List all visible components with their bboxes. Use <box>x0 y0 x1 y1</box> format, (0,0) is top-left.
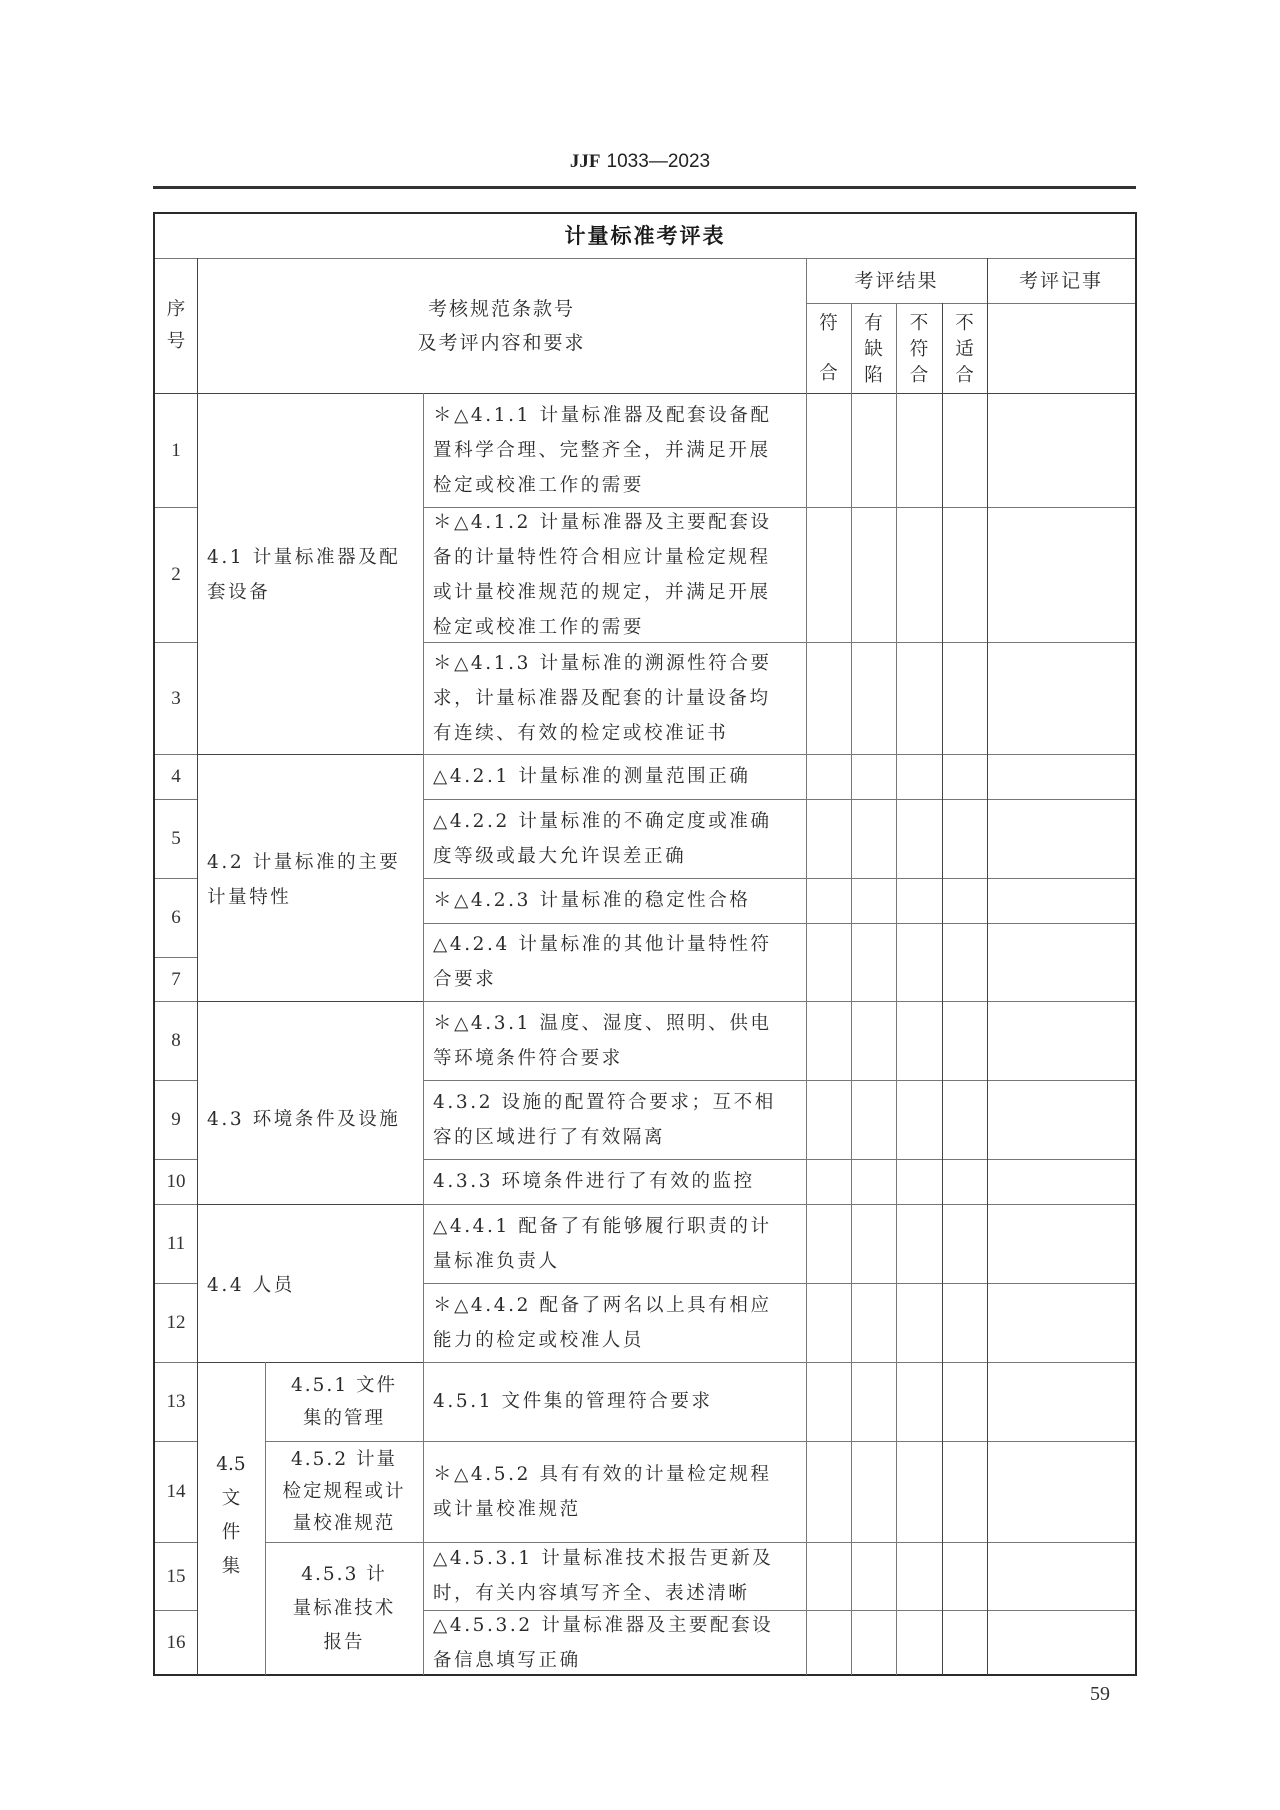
row-number: 1 <box>171 439 181 461</box>
result-fail-cell[interactable] <box>896 1159 942 1204</box>
criterion-line: ＊△4.1.3 计量标准的溯源性符合要 <box>433 652 772 674</box>
result-fail-cell[interactable] <box>896 1204 942 1283</box>
category-4-4: 4.4 人员 <box>207 1274 295 1296</box>
divider <box>896 303 897 1675</box>
criterion-line: 备的计量特性符合相应计量检定规程 <box>433 546 771 568</box>
header-rule <box>153 186 1136 189</box>
row-number: 10 <box>166 1171 186 1192</box>
category-4-5-char: 文 <box>221 1488 241 1509</box>
criterion-line: ＊△4.1.1 计量标准器及配套设备配 <box>433 404 772 426</box>
header-clause-line1: 考核规范条款号 <box>427 297 575 320</box>
result-na-cell[interactable] <box>942 878 987 923</box>
criterion-text <box>423 1001 806 1080</box>
row-number: 7 <box>171 968 181 990</box>
result-na-cell[interactable] <box>942 1159 987 1204</box>
result-fail-cell[interactable] <box>896 1001 942 1080</box>
result-na-cell[interactable] <box>942 1001 987 1080</box>
notes-cell[interactable] <box>987 754 1135 799</box>
result-defect-cell[interactable] <box>851 1159 896 1204</box>
category-4-5-1 <box>265 1362 423 1441</box>
criterion-line: 4.5.1 文件集的管理符合要求 <box>433 1391 713 1412</box>
result-defect-cell[interactable] <box>851 754 896 799</box>
result-pass-cell[interactable] <box>806 1283 851 1362</box>
criterion-text <box>423 754 806 799</box>
row-number: 15 <box>166 1565 186 1587</box>
result-defect-cell[interactable] <box>851 1080 896 1159</box>
notes-cell[interactable] <box>987 1542 1135 1610</box>
header-result-na-char: 适 <box>955 339 974 360</box>
header-result-pass-char: 合 <box>819 363 838 384</box>
divider <box>851 303 852 1675</box>
header-seq-line2: 号 <box>166 330 186 352</box>
result-na-cell[interactable] <box>942 1362 987 1441</box>
notes-cell[interactable] <box>987 507 1135 642</box>
criterion-line: 量标准负责人 <box>433 1250 560 1272</box>
result-pass-cell[interactable] <box>806 1080 851 1159</box>
notes-cell[interactable] <box>987 1001 1135 1080</box>
criterion-line: 合要求 <box>433 969 497 990</box>
category-4-5-2 <box>265 1441 423 1542</box>
header-result-defect-char: 有 <box>864 313 883 334</box>
header-clause <box>197 258 806 393</box>
result-defect-cell[interactable] <box>851 1001 896 1080</box>
result-defect-cell[interactable] <box>851 642 896 754</box>
category-4-5-1-line: 集的管理 <box>302 1407 385 1429</box>
header-result-pass <box>806 303 851 393</box>
category-4-5-3 <box>265 1542 423 1675</box>
row-number: 2 <box>171 564 181 585</box>
result-na-cell[interactable] <box>942 1542 987 1610</box>
criterion-line: ＊△4.3.1 温度、湿度、照明、供电 <box>433 1012 772 1034</box>
category-4-2-line: 计量特性 <box>207 887 292 908</box>
result-defect-cell[interactable] <box>851 1610 896 1675</box>
result-defect-cell[interactable] <box>851 923 896 1001</box>
criterion-text <box>423 642 806 754</box>
result-fail-cell[interactable] <box>896 878 942 923</box>
row-number: 11 <box>166 1233 186 1254</box>
notes-cell[interactable] <box>987 1080 1135 1159</box>
category-4-5-2-line: 检定规程或计 <box>282 1480 406 1502</box>
notes-cell[interactable] <box>987 642 1135 754</box>
result-na-cell[interactable] <box>942 507 987 642</box>
criterion-line: 有连续、有效的检定或校准证书 <box>433 722 729 744</box>
result-na-cell[interactable] <box>942 1441 987 1542</box>
divider <box>197 1362 423 1363</box>
notes-cell[interactable] <box>987 393 1135 507</box>
result-pass-cell[interactable] <box>806 642 851 754</box>
result-pass-cell[interactable] <box>806 1204 851 1283</box>
header-seq-line1: 序 <box>166 298 186 320</box>
criterion-text <box>423 1283 806 1362</box>
divider <box>987 258 988 1675</box>
category-4-1-line: 4.1 计量标准器及配 <box>207 546 401 568</box>
result-pass-cell[interactable] <box>806 1610 851 1675</box>
criterion-line: 能力的检定或校准人员 <box>433 1329 645 1351</box>
criterion-line: ＊△4.5.2 具有有效的计量检定规程 <box>433 1463 772 1485</box>
document-code-prefix: JJF <box>569 151 601 172</box>
criterion-line: 4.3.3 环境条件进行了有效的监控 <box>433 1171 755 1192</box>
result-pass-cell[interactable] <box>806 799 851 878</box>
row-number: 14 <box>166 1481 186 1502</box>
notes-cell[interactable] <box>987 878 1135 923</box>
row-number: 13 <box>166 1391 186 1412</box>
result-na-cell[interactable] <box>942 1610 987 1675</box>
divider <box>942 303 943 1675</box>
result-fail-cell[interactable] <box>896 1362 942 1441</box>
criterion-line: 等环境条件符合要求 <box>433 1047 623 1069</box>
header-result-defect-char: 缺 <box>864 339 883 360</box>
divider <box>197 258 198 1675</box>
result-na-cell[interactable] <box>942 1283 987 1362</box>
criterion-line: △4.5.3.2 计量标准器及主要配套设 <box>433 1614 774 1636</box>
divider <box>265 1441 423 1442</box>
divider <box>806 303 1135 304</box>
category-4-5-3-line: 4.5.3 计 <box>301 1563 387 1585</box>
criterion-text <box>423 878 806 923</box>
criterion-text <box>423 923 806 1001</box>
result-fail-cell[interactable] <box>896 1610 942 1675</box>
criterion-line: △4.2.4 计量标准的其他计量特性符 <box>433 934 772 955</box>
row-number: 5 <box>171 828 181 849</box>
result-defect-cell[interactable] <box>851 393 896 507</box>
result-fail-cell[interactable] <box>896 799 942 878</box>
result-pass-cell[interactable] <box>806 1542 851 1610</box>
result-na-cell[interactable] <box>942 923 987 1001</box>
category-4-2 <box>197 840 423 920</box>
category-4-5-1-line: 4.5.1 文件 <box>291 1374 397 1396</box>
result-defect-cell[interactable] <box>851 1204 896 1283</box>
result-pass-cell[interactable] <box>806 1441 851 1542</box>
row-number: 16 <box>166 1632 186 1653</box>
category-4-1-line: 套设备 <box>207 581 271 603</box>
result-pass-cell[interactable] <box>806 754 851 799</box>
notes-cell[interactable] <box>987 1610 1135 1675</box>
divider <box>423 393 424 1675</box>
category-4-5 <box>197 1441 265 1591</box>
criterion-text <box>423 1159 806 1204</box>
criterion-line: 或计量校准规范的规定，并满足开展 <box>433 581 771 603</box>
criterion-text <box>423 1080 806 1159</box>
criterion-text <box>423 1204 806 1283</box>
criterion-line: 容的区域进行了有效隔离 <box>433 1126 666 1148</box>
criterion-line: △4.2.1 计量标准的测量范围正确 <box>433 766 751 787</box>
result-na-cell[interactable] <box>942 642 987 754</box>
header-result-defect-char: 陷 <box>864 365 883 386</box>
result-fail-cell[interactable] <box>896 1080 942 1159</box>
result-na-cell[interactable] <box>942 799 987 878</box>
divider <box>265 1542 423 1543</box>
row-number: 12 <box>166 1312 186 1333</box>
document-code <box>0 150 1280 173</box>
criterion-line: △4.2.2 计量标准的不确定度或准确 <box>433 810 772 832</box>
result-defect-cell[interactable] <box>851 1362 896 1441</box>
result-defect-cell[interactable] <box>851 799 896 878</box>
category-4-5-char: 4.5 <box>216 1454 246 1475</box>
result-na-cell[interactable] <box>942 754 987 799</box>
result-pass-cell[interactable] <box>806 1362 851 1441</box>
criterion-line: △4.4.1 配备了有能够履行职责的计 <box>433 1215 772 1237</box>
result-pass-cell[interactable] <box>806 1001 851 1080</box>
category-4-5-char: 件 <box>221 1522 241 1543</box>
criterion-text <box>423 1362 806 1441</box>
notes-cell[interactable] <box>987 799 1135 878</box>
result-pass-cell[interactable] <box>806 1159 851 1204</box>
criterion-line: 检定或校准工作的需要 <box>433 616 645 638</box>
category-4-5-char: 集 <box>221 1556 241 1577</box>
divider <box>265 1362 266 1675</box>
divider <box>197 1001 423 1002</box>
criterion-text <box>423 507 806 642</box>
row-number: 6 <box>171 907 181 928</box>
result-fail-cell[interactable] <box>896 1283 942 1362</box>
criterion-line: 或计量校准规范 <box>433 1498 581 1520</box>
result-fail-cell[interactable] <box>896 393 942 507</box>
notes-cell[interactable] <box>987 1204 1135 1283</box>
criterion-line: ＊△4.2.3 计量标准的稳定性合格 <box>433 890 751 911</box>
header-result-fail-char: 不 <box>909 313 929 334</box>
header-result-na-char: 合 <box>955 365 974 386</box>
header-clause-line2: 及考评内容和要求 <box>417 331 586 354</box>
category-4-5-2-line: 量校准规范 <box>292 1512 396 1534</box>
category-4-5-3-line: 量标准技术 <box>292 1597 396 1619</box>
row-number: 8 <box>171 1030 181 1051</box>
criterion-text <box>423 1441 806 1542</box>
criterion-text <box>423 799 806 878</box>
document-code-number: 1033—2023 <box>606 151 711 172</box>
result-fail-cell[interactable] <box>896 923 942 1001</box>
result-na-cell[interactable] <box>942 1204 987 1283</box>
header-result-pass-char: 符 <box>819 313 838 334</box>
table-title: 计量标准考评表 <box>564 223 726 248</box>
result-defect-cell[interactable] <box>851 507 896 642</box>
criterion-line: ＊△4.1.2 计量标准器及主要配套设 <box>433 511 772 533</box>
divider <box>197 1204 423 1205</box>
result-na-cell[interactable] <box>942 1080 987 1159</box>
notes-cell[interactable] <box>987 1159 1135 1204</box>
header-notes: 考评记事 <box>1018 269 1103 292</box>
criterion-text <box>423 393 806 507</box>
row-number: 3 <box>171 687 181 709</box>
page-number: 59 <box>1090 1683 1110 1705</box>
notes-cell[interactable] <box>987 1362 1135 1441</box>
criterion-line: 度等级或最大允许误差正确 <box>433 845 687 867</box>
result-fail-cell[interactable] <box>896 642 942 754</box>
criterion-line: △4.5.3.1 计量标准技术报告更新及 <box>433 1548 774 1569</box>
notes-cell[interactable] <box>987 1441 1135 1542</box>
result-fail-cell[interactable] <box>896 1441 942 1542</box>
result-fail-cell[interactable] <box>896 1542 942 1610</box>
result-pass-cell[interactable] <box>806 393 851 507</box>
result-defect-cell[interactable] <box>851 1283 896 1362</box>
header-seq <box>155 258 197 393</box>
result-defect-cell[interactable] <box>851 1441 896 1542</box>
header-result-na-char: 不 <box>955 313 974 334</box>
header-result-defect <box>851 303 896 393</box>
criterion-line: 时，有关内容填写齐全、表述清晰 <box>433 1583 750 1604</box>
header-result-group: 考评结果 <box>854 269 939 292</box>
divider <box>197 754 423 755</box>
row-number: 9 <box>171 1109 181 1130</box>
divider <box>806 258 807 1675</box>
result-na-cell[interactable] <box>942 393 987 507</box>
row-number: 4 <box>171 766 181 787</box>
criterion-line: 置科学合理、完整齐全，并满足开展 <box>433 439 771 461</box>
criterion-line: ＊△4.4.2 配备了两名以上具有相应 <box>433 1294 772 1316</box>
criterion-text <box>423 1542 806 1610</box>
category-4-5-3-line: 报告 <box>323 1631 365 1653</box>
result-pass-cell[interactable] <box>806 507 851 642</box>
result-fail-cell[interactable] <box>896 754 942 799</box>
category-4-2-line: 4.2 计量标准的主要 <box>207 852 401 873</box>
header-result-fail-char: 符 <box>909 339 929 360</box>
notes-cell[interactable] <box>987 1283 1135 1362</box>
criterion-text <box>423 1610 806 1675</box>
category-4-1 <box>197 507 423 642</box>
result-defect-cell[interactable] <box>851 1542 896 1610</box>
result-pass-cell[interactable] <box>806 878 851 923</box>
result-defect-cell[interactable] <box>851 878 896 923</box>
header-result-na <box>942 303 987 393</box>
category-4-5-2-line: 4.5.2 计量 <box>291 1448 397 1470</box>
category-4-3: 4.3 环境条件及设施 <box>207 1109 401 1130</box>
header-result-fail-char: 合 <box>909 365 929 386</box>
header-result-fail <box>896 303 942 393</box>
criterion-line: 备信息填写正确 <box>433 1649 581 1671</box>
criterion-line: 求，计量标准器及配套的计量设备均 <box>433 687 771 709</box>
result-fail-cell[interactable] <box>896 507 942 642</box>
criterion-line: 4.3.2 设施的配置符合要求；互不相 <box>433 1091 776 1113</box>
criterion-line: 检定或校准工作的需要 <box>433 474 645 496</box>
result-pass-cell[interactable] <box>806 923 851 1001</box>
notes-cell[interactable] <box>987 923 1135 1001</box>
